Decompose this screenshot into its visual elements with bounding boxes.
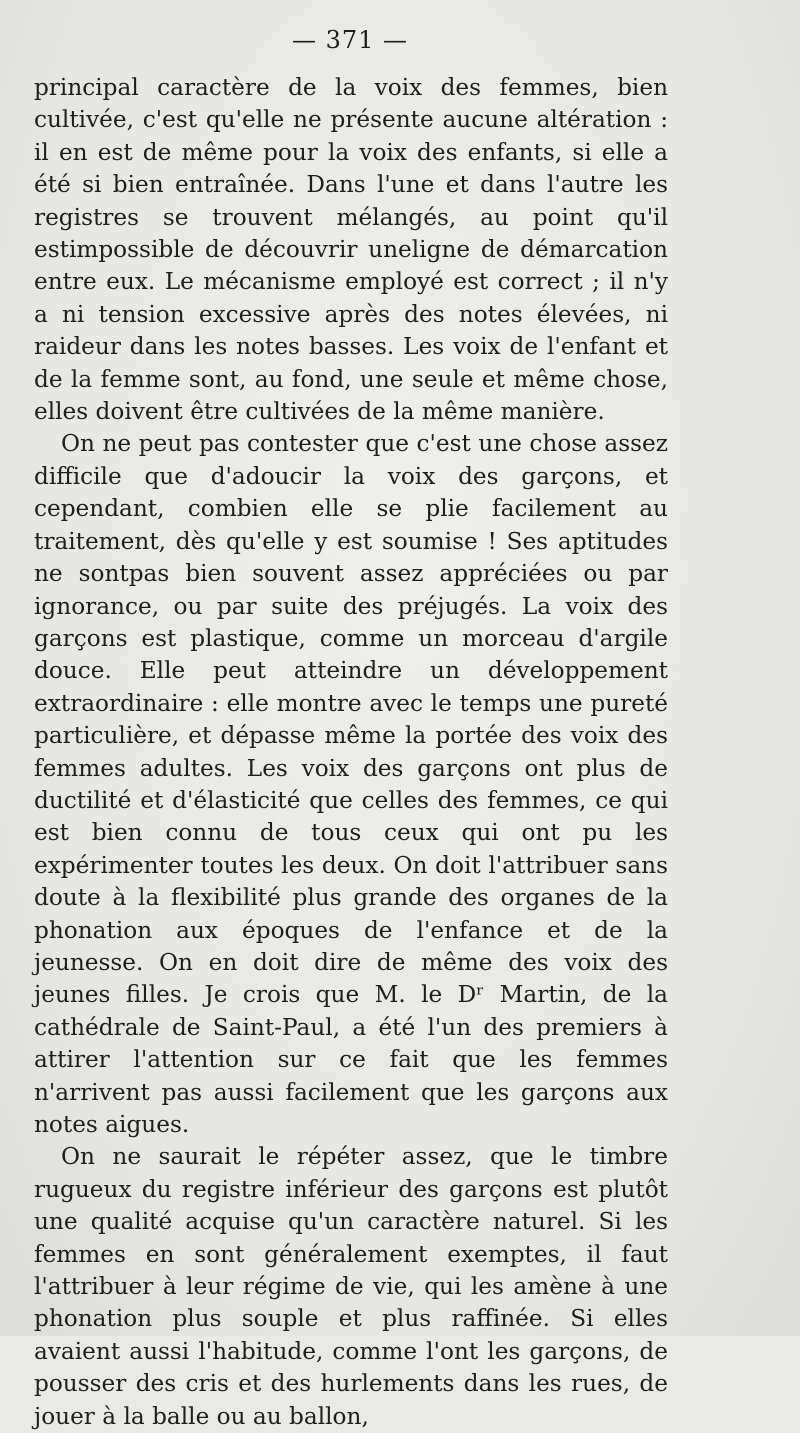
paragraph-1: principal caractère de la voix des femmes, bien cultivée, c'est qu'elle ne présente aucune altération : il en est de même pour la voix des enfants, si elle a été si bien entraînée. Dans l'une et dans l'autre les registres se trouvent mélangés, au point qu'il estimpossible de découvrir uneligne de démarcation entre eux. Le mécanisme employé est correct ; il n'y a ni tension excessive après des notes élevées, ni raideur dans les notes basses. Les voix de l'enfant et de la femme sont, au fond, une seule et même chose, elles doivent être cultivées de la même manière.	[34, 74, 668, 426]
paragraph-3: On ne saurait le répéter assez, que le timbre rugueux du registre inférieur des garçons est plutôt une qualité acquise qu'un caractère naturel. Si les femmes en sont généralement exemptes, il faut l'attribuer à leur régime de vie, qui les amène à une phonation plus souple et plus raffinée. Si elles avaient aussi l'habitude, comme l'ont les garçons, de pousser des cris et des hurlements dans les rues, de jouer à la balle ou au ballon,	[34, 1143, 668, 1430]
paragraph-2: On ne peut pas contester que c'est une chose assez difficile que d'adoucir la voix des garçons, et cependant, combien elle se plie facilement au traitement, dès qu'elle y est soumise ! Ses aptitudes ne sontpas bien souvent assez appréciées ou par ignorance, ou par suite des préjugés. La voix des garçons est plastique, comme un morceau d'argile douce. Elle peut atteindre un développement extraordinaire : elle montre avec le temps une pureté particulière, et dépasse même la portée des voix des femmes adultes. Les voix des garçons ont plus de ductilité et d'élasticité que celles des femmes, ce qui est bien connu de tous ceux qui ont pu les expérimenter toutes les deux. On doit l'attribuer sans doute à la flexibilité plus grande des organes de la phonation aux époques de l'enfance et de la jeunesse. On en doit dire de même des voix des jeunes filles. Je crois que M. le Dʳ Martin, de la cathédrale de Saint-Paul, a été l'un des premiers à attirer l'attention sur ce fait que les femmes n'arrivent pas aussi facilement que les garçons aux notes aigues.	[34, 430, 668, 1138]
body-text	[34, 72, 668, 1433]
page-number: — 371 —	[291, 26, 409, 54]
